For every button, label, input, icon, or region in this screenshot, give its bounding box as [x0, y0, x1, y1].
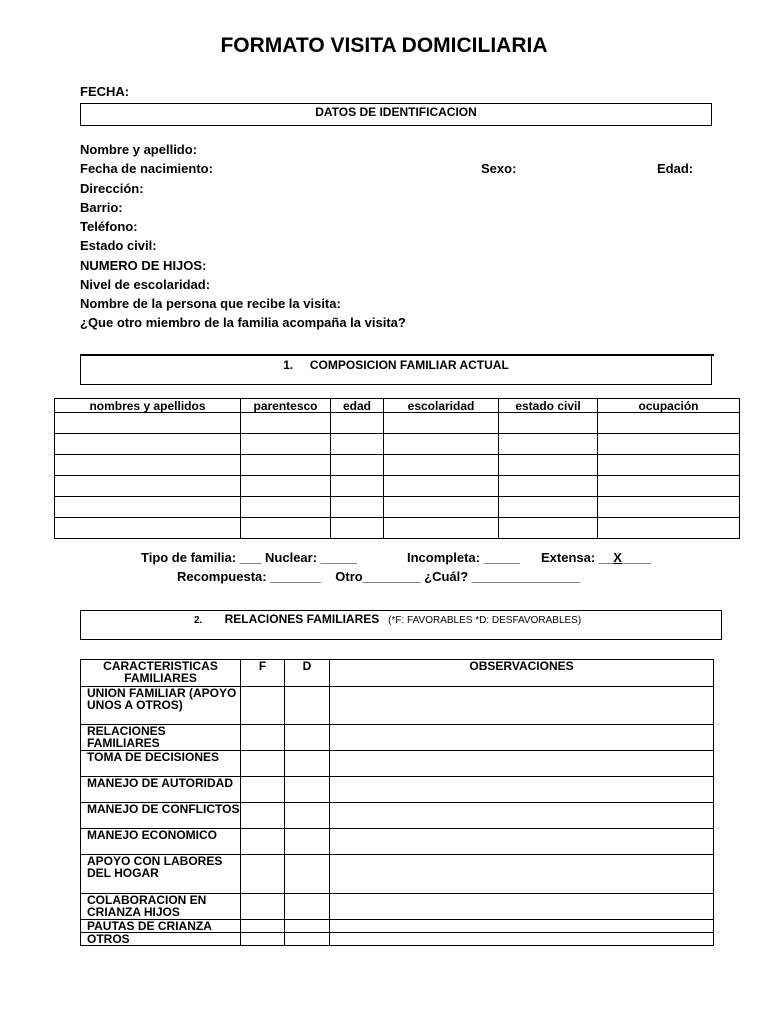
section2-header-box: [80, 610, 722, 640]
row-label: MANEJO DE CONFLICTOS: [81, 803, 241, 829]
field-persona-recibe[interactable]: Nombre de la persona que recibe la visita:: [80, 296, 341, 311]
field-fecha-nacimiento[interactable]: Fecha de nacimiento:: [80, 161, 213, 176]
tipo-familia-incompleta[interactable]: Incompleta: _____: [407, 550, 520, 565]
field-edad[interactable]: Edad:: [657, 161, 694, 176]
table-row[interactable]: [81, 777, 714, 803]
table-row[interactable]: [81, 803, 714, 829]
field-numero-hijos[interactable]: NUMERO DE HIJOS:: [80, 258, 207, 273]
field-telefono[interactable]: Teléfono:: [80, 219, 138, 234]
section2-number: 2.: [194, 615, 203, 626]
table-row[interactable]: [81, 725, 714, 751]
col-d: D: [285, 660, 330, 687]
col-caracteristicas: CARACTERISTICAS FAMILIARES: [81, 660, 241, 687]
table-row[interactable]: [55, 455, 740, 476]
row-label: APOYO CON LABORES DEL HOGAR: [81, 855, 241, 894]
extensa-label: Extensa: __: [541, 550, 614, 565]
section1-header-box: [80, 355, 712, 385]
col-parentesco: parentesco: [241, 399, 331, 413]
identification-header: DATOS DE IDENTIFICACION: [315, 105, 477, 119]
field-otro-miembro[interactable]: ¿Que otro miembro de la familia acompaña la visita?: [80, 315, 406, 330]
col-f: F: [241, 660, 285, 687]
field-nombre[interactable]: Nombre y apellido:: [80, 142, 198, 157]
fecha-label: FECHA:: [80, 84, 130, 99]
table-header-row: [55, 399, 740, 413]
row-label: MANEJO ECONOMICO: [81, 829, 241, 855]
section1-header: [81, 358, 711, 372]
table-row[interactable]: [81, 933, 714, 946]
composition-table: [54, 398, 740, 539]
col-escolaridad: escolaridad: [384, 399, 499, 413]
tipo-familia-extensa[interactable]: [541, 550, 651, 565]
section2-note: (*F: FAVORABLES *D: DESFAVORABLES): [388, 615, 582, 626]
field-estado-civil[interactable]: Estado civil:: [80, 238, 157, 253]
tipo-familia-line1[interactable]: Tipo de familia: ___ Nuclear: _____: [141, 550, 357, 565]
section1-title: COMPOSICION FAMILIAR ACTUAL: [309, 358, 509, 372]
row-label: PAUTAS DE CRIANZA: [81, 920, 241, 933]
col-ocupacion: ocupación: [598, 399, 740, 413]
table-row[interactable]: [81, 687, 714, 725]
table-row[interactable]: [81, 855, 714, 894]
identification-header-box: [80, 103, 712, 126]
table-header-row: [81, 660, 714, 687]
page-title: FORMATO VISITA DOMICILIARIA: [220, 34, 548, 57]
col-nombres: nombres y apellidos: [55, 399, 241, 413]
field-escolaridad[interactable]: Nivel de escolaridad:: [80, 277, 211, 292]
row-label: RELACIONES FAMILIARES: [81, 725, 241, 751]
field-direccion[interactable]: Dirección:: [80, 181, 144, 196]
table-row[interactable]: [81, 829, 714, 855]
table-row[interactable]: [81, 894, 714, 920]
row-label: MANEJO DE AUTORIDAD: [81, 777, 241, 803]
row-label: TOMA DE DECISIONES: [81, 751, 241, 777]
section2-header: [81, 610, 721, 628]
section2-title: RELACIONES FAMILIARES: [224, 612, 380, 626]
extensa-mark: X: [613, 550, 622, 565]
col-edad: edad: [331, 399, 384, 413]
tipo-familia-line2[interactable]: Recompuesta: _______ Otro________ ¿Cuál? _______________: [177, 569, 581, 584]
col-observaciones: OBSERVACIONES: [330, 660, 714, 687]
row-label: OTROS: [81, 933, 241, 946]
table-row[interactable]: [81, 920, 714, 933]
table-row[interactable]: [55, 518, 740, 539]
table-row[interactable]: [55, 497, 740, 518]
table-row[interactable]: [81, 751, 714, 777]
table-row[interactable]: [55, 476, 740, 497]
relations-table: [80, 659, 714, 946]
table-row[interactable]: [55, 434, 740, 455]
row-label: UNION FAMILIAR (APOYO UNOS A OTROS): [81, 687, 241, 725]
table-row[interactable]: [55, 413, 740, 434]
section1-number: 1.: [283, 358, 294, 372]
row-label: COLABORACION EN CRIANZA HIJOS: [81, 894, 241, 920]
field-barrio[interactable]: Barrio:: [80, 200, 123, 215]
field-sexo[interactable]: Sexo:: [481, 161, 517, 176]
col-estado-civil: estado civil: [499, 399, 598, 413]
extensa-tail: ____: [621, 550, 651, 565]
